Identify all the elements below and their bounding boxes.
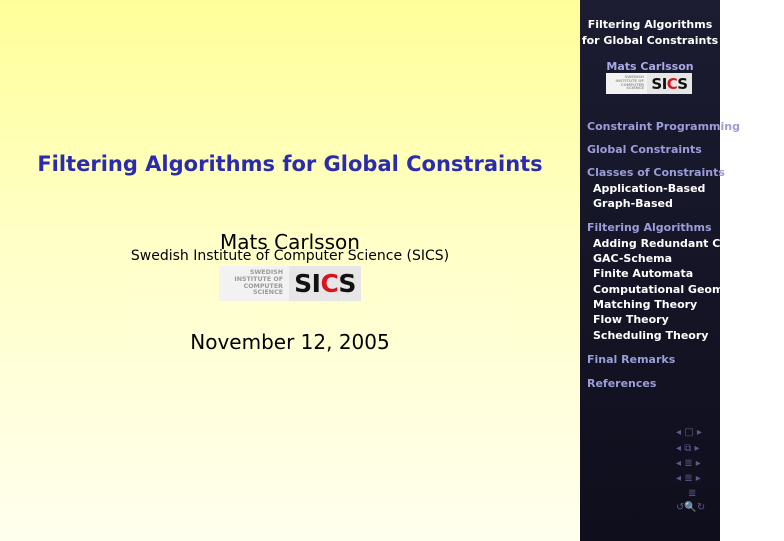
sidebar-sics-logo-mark: SI C S [647, 73, 692, 94]
slide-institute: Swedish Institute of Computer Science (SICS) [130, 248, 450, 264]
sics-logo-text: SWEDISH INSTITUTE OF COMPUTER SCIENCE [219, 266, 289, 301]
nav-references[interactable]: References [587, 377, 657, 390]
nav-constraint-programming[interactable]: Constraint Programming [587, 120, 740, 133]
next-document-arrow-icon[interactable]: ▸ [695, 473, 701, 484]
nav-filtering-algorithms[interactable]: Filtering Algorithms [587, 221, 712, 234]
sidebar-sics-logo-text: SWEDISH INSTITUTE OF COMPUTER SCIENCE [606, 73, 647, 94]
back-search-zoom-forward-icon[interactable]: ↺🔍↻ [676, 502, 706, 513]
slide-author: Mats Carlsson [220, 230, 360, 254]
frame-nav-controls [676, 428, 702, 438]
search-controls [676, 503, 705, 513]
slide-date: November 12, 2005 [190, 330, 390, 354]
sidebar-title-line-1[interactable]: Filtering Algorithms [587, 18, 713, 31]
previous-document-arrow-icon[interactable]: ◂ [676, 473, 682, 484]
nav-gac-schema[interactable]: GAC-Schema [593, 252, 673, 265]
sidebar-sics-logo [606, 73, 692, 94]
nav-matching-theory[interactable]: Matching Theory [593, 298, 698, 311]
slide-title: Filtering Algorithms for Global Constraints [37, 152, 543, 176]
next-section-arrow-icon[interactable]: ▸ [695, 458, 701, 469]
nav-final-remarks[interactable]: Final Remarks [587, 353, 676, 366]
section-nav-controls [676, 459, 701, 469]
sidebar-title-line-2[interactable]: for Global Constraints [581, 34, 719, 47]
sics-logo [219, 266, 361, 301]
nav-computational-geometry[interactable]: Computational Geometry [593, 283, 749, 296]
appendix-icon[interactable]: ≣ [688, 488, 697, 499]
nav-adding-redundant-constraints[interactable]: Adding Redundant Constraints [593, 237, 784, 250]
nav-scheduling-theory[interactable]: Scheduling Theory [593, 329, 709, 342]
nav-global-constraints[interactable]: Global Constraints [587, 143, 702, 156]
document-icon[interactable]: ≣ [684, 473, 693, 484]
next-subsection-arrow-icon[interactable]: ▸ [694, 443, 700, 454]
previous-section-arrow-icon[interactable]: ◂ [676, 458, 682, 469]
sics-logo-mark: SI C S [289, 266, 361, 301]
subsection-icon[interactable]: ⧉ [684, 443, 692, 454]
nav-graph-based[interactable]: Graph-Based [593, 197, 673, 210]
previous-frame-arrow-icon[interactable]: ◂ [676, 427, 682, 438]
nav-classes-of-constraints[interactable]: Classes of Constraints [587, 166, 725, 179]
nav-flow-theory[interactable]: Flow Theory [593, 313, 669, 326]
nav-application-based[interactable]: Application-Based [593, 182, 706, 195]
document-nav-controls [676, 474, 701, 484]
section-icon[interactable]: ≣ [684, 458, 693, 469]
appendix-nav-control [688, 489, 696, 499]
next-frame-arrow-icon[interactable]: ▸ [696, 427, 702, 438]
previous-subsection-arrow-icon[interactable]: ◂ [676, 443, 682, 454]
sidebar-author[interactable]: Mats Carlsson [606, 60, 694, 73]
frame-icon[interactable]: □ [684, 427, 694, 438]
nav-finite-automata[interactable]: Finite Automata [593, 267, 694, 280]
subsection-nav-controls [676, 444, 700, 454]
